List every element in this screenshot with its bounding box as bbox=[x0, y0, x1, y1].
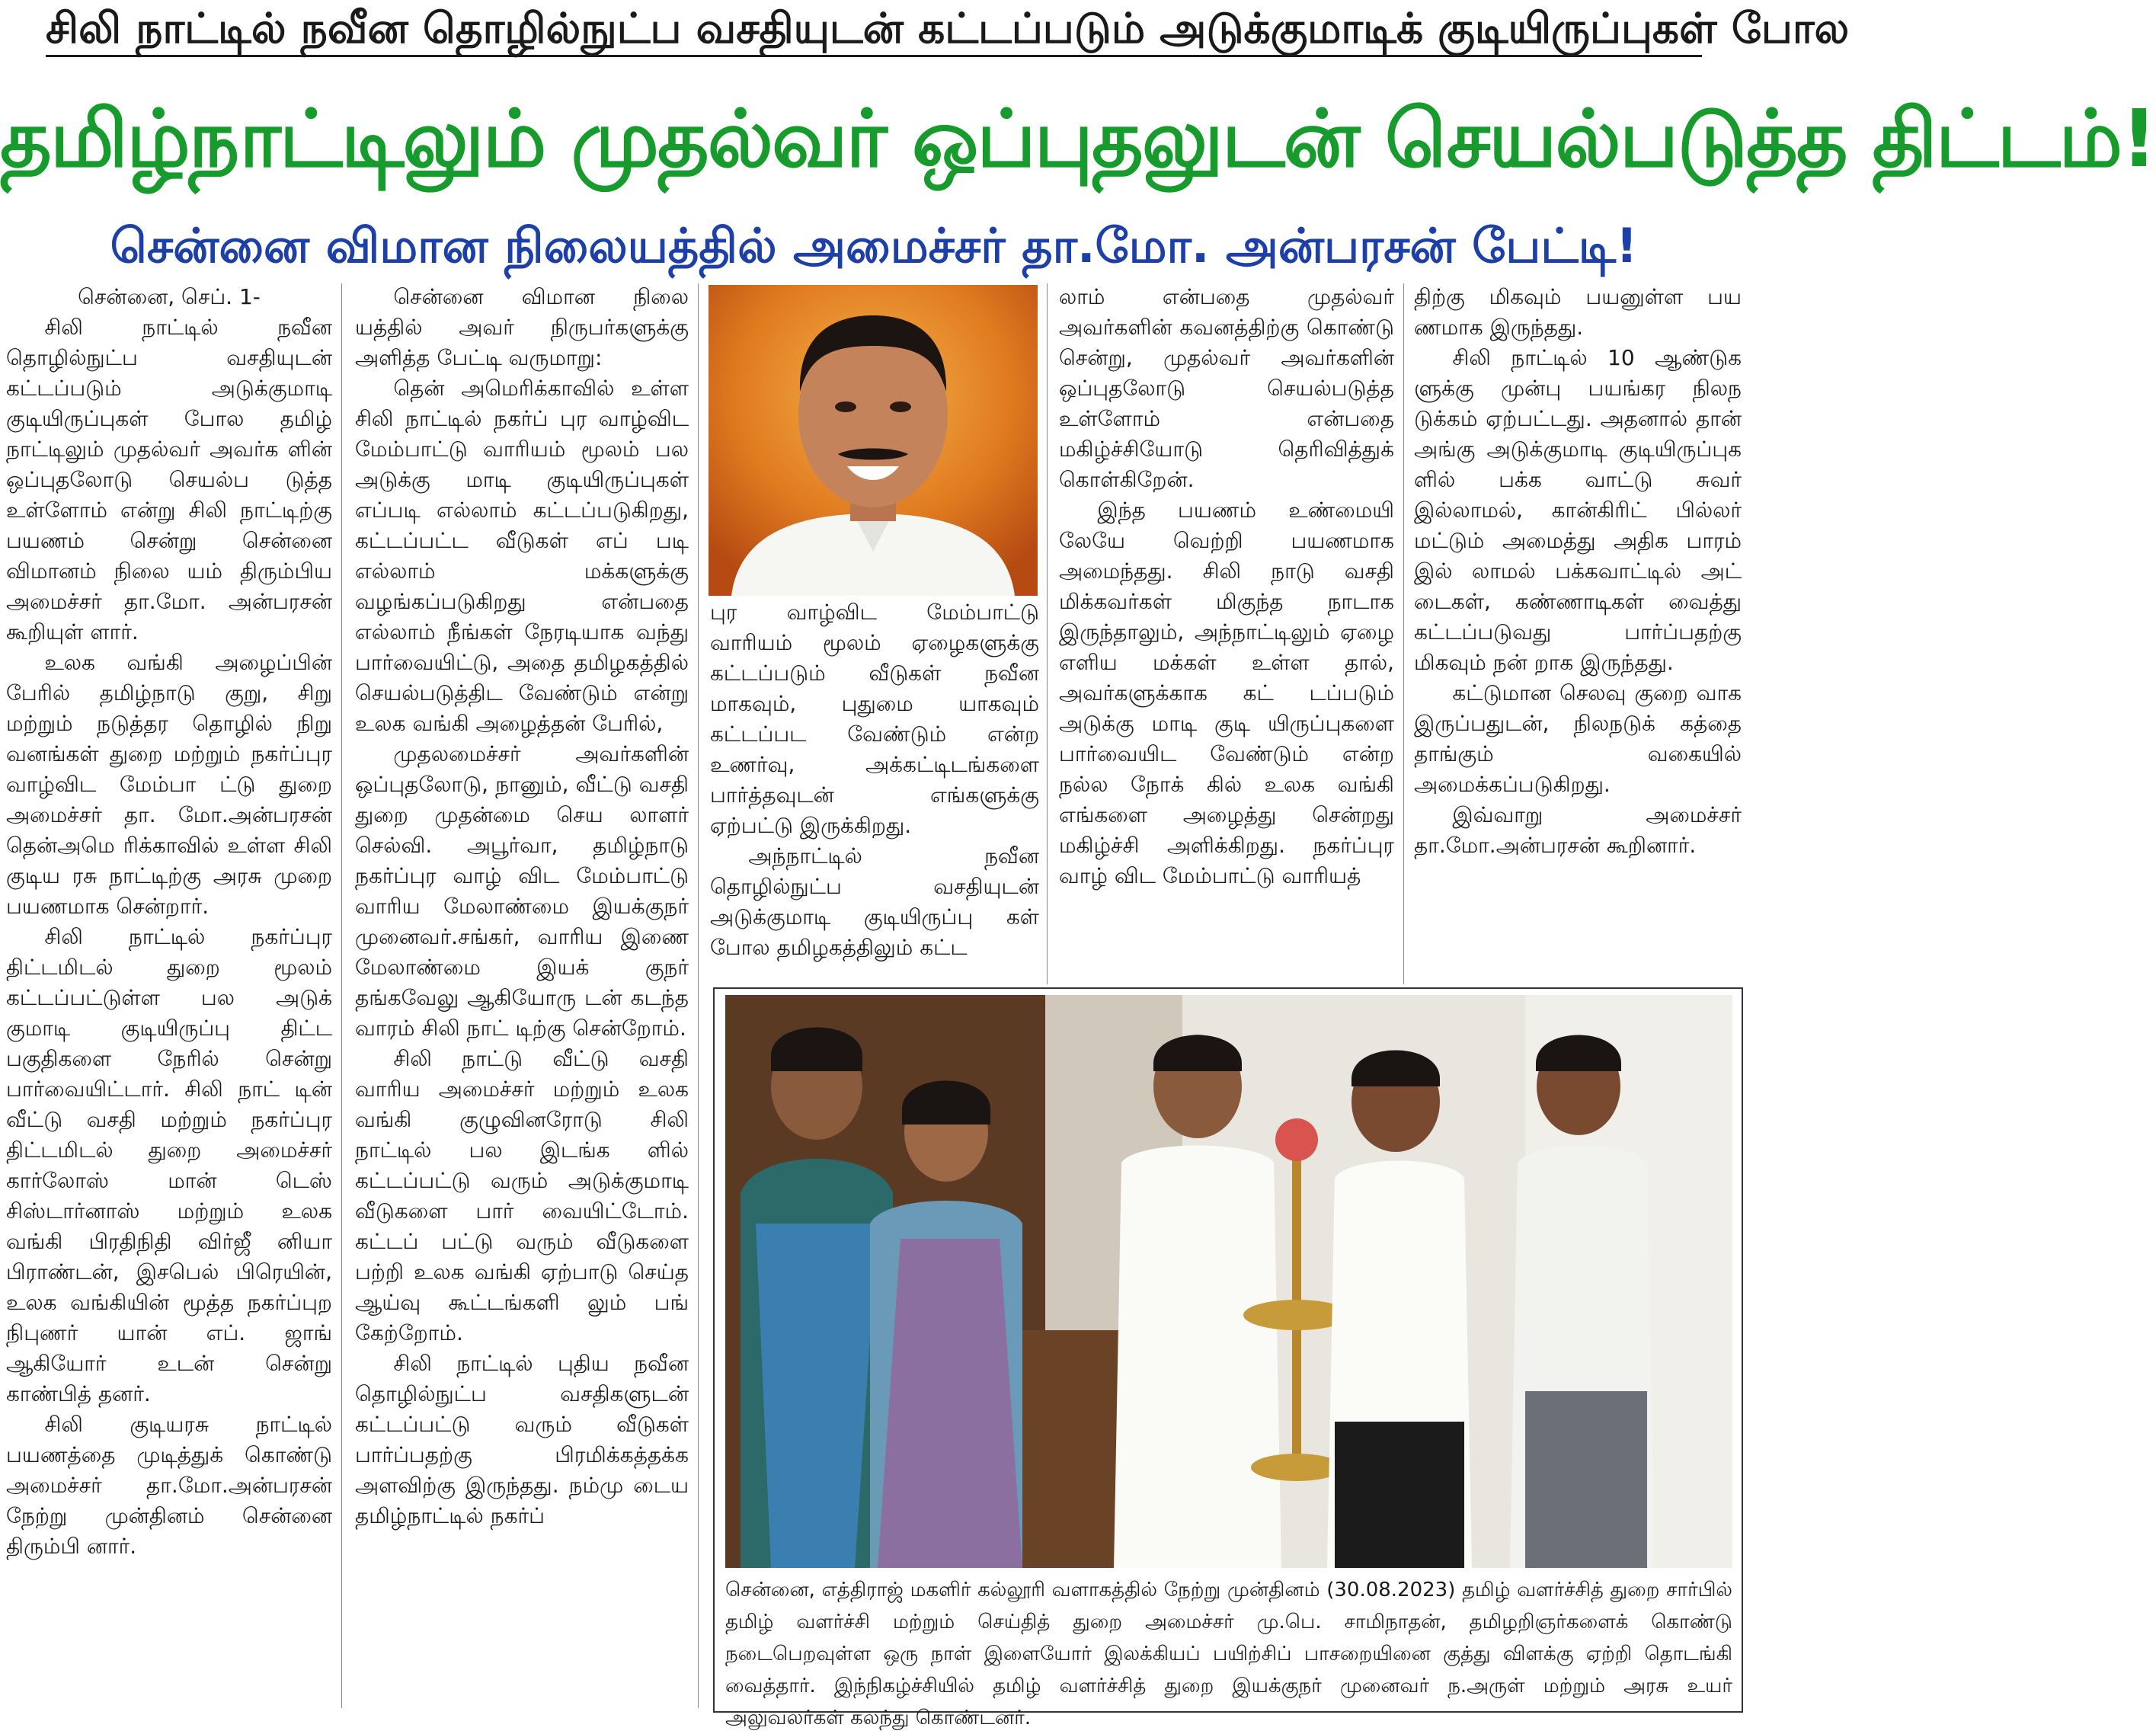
column-divider bbox=[698, 283, 699, 1708]
main-headline: தமிழ்நாட்டிலும் முதல்வர் ஒப்புதலுடன் செயல்படுத்த திட்டம்! bbox=[0, 92, 2156, 185]
article-column-5 bbox=[1414, 282, 1742, 983]
paragraph: சிலி நாட்டில் புதிய நவீன தொழில்நுட்ப வசதிகளுடன் கட்டப்பட்டு வரும் வீடுகள் பார்ப்பதற்கு பிரமிக்கத்தக்க அளவிற்கு இருந்தது. நம்மு டைய தமிழ்நாட்டில் நகர்ப் bbox=[355, 1351, 689, 1528]
paragraph: முதலமைச்சர் அவர்களின் ஒப்புதலோடு, நானும், வீட்டு வசதி துறை முதன்மை செய லாளர் செல்வி. அபூர்வா, தமிழ்நாடு நகர்ப்புர வாழ் விட மேம்பாட்டு வாரிய மேலாண்மை இயக்குநர் முனைவர்.சங்கர், வாரிய இணை மேலாண்மை இயக் குநர் தங்கவேலு ஆகியோரு டன் கடந்த வாரம் சிலி நாட் டிற்கு சென்றோம். bbox=[355, 741, 689, 1041]
paragraph: அந்நாட்டில் நவீன தொழில்நுட்ப வசதியுடன் அடுக்குமாடி குடியிருப்பு கள் போல தமிழகத்திலும் கட்ட bbox=[710, 843, 1039, 960]
article-column-1 bbox=[6, 282, 332, 1714]
paragraph: திற்கு மிகவும் பயனுள்ள பய ணமாக இருந்தது. bbox=[1414, 284, 1742, 340]
paragraph: கட்டுமான செலவு குறை வாக இருப்பதுடன், நிலநடுக் கத்தை தாங்கும் வகையில் அமைக்கப்படுகிறது. bbox=[1414, 680, 1742, 797]
minister-portrait bbox=[709, 285, 1038, 596]
article-column-4 bbox=[1059, 282, 1394, 983]
paragraph: இந்த பயணம் உண்மையி லேயே வெற்றி பயணமாக அமைந்தது. சிலி நாடு வசதி மிக்கவர்கள் மிகுந்த நாடாக இருந்தாலும், அந்நாட்டிலும் ஏழை எளிய மக்கள் உள்ள தால், அவர்களுக்காக கட் டப்படும் அடுக்கு மாடி குடி யிருப்புகளை பார்வையிட வேண்டும் என்ற நல்ல நோக் கில் உலக வங்கி எங்களை அழைத்து சென்றது மகிழ்ச்சி அளிக்கிறது. நகர்ப்புர வாழ் விட மேம்பாட்டு வாரியத் bbox=[1059, 497, 1394, 888]
column-divider bbox=[1403, 283, 1404, 984]
paragraph: சிலி நாட்டில் 10 ஆண்டுக ளுக்கு முன்பு பயங்கர நிலந டுக்கம் ஏற்பட்டது. அதனால் தான் அங்கு அடுக்குமாடி குடியிருப்புக ளில் பக்க வாட்டு சுவர் இல்லாமல், கான்கிரிட் பில்லர் மட்டும் அமைத்து அதிக பாரம் இல் லாமல் பக்கவாட்டில் அட் டைகள், கண்ணாடிகள் வைத்து கட்டப்படுவது பார்ப்பதற்கு மிகவும் நன் றாக இருந்தது. bbox=[1414, 345, 1742, 675]
paragraph: சிலி குடியரசு நாட்டில் பயணத்தை முடித்துக் கொண்டு அமைச்சர் தா.மோ.அன்பரசன் நேற்று முன்தினம் சென்னை திரும்பி னார். bbox=[6, 1412, 332, 1559]
article-column-3 bbox=[710, 597, 1039, 963]
column-divider bbox=[1047, 283, 1048, 984]
paragraph: சிலி நாட்டு வீட்டு வசதி வாரிய அமைச்சர் மற்றும் உலக வங்கி குழுவினரோடு சிலி நாட்டில் பல இடங்க ளில் கட்டப்பட்டு வரும் அடுக்குமாடி வீடுகளை பார் வையிட்டோம். கட்டப் பட்டு வரும் வீடுகளை பற்றி உலக வங்கி ஏற்பாடு செய்த ஆய்வு கூட்டங்களி லும் பங் கேற்றோம். bbox=[355, 1046, 689, 1345]
paragraph: உலக வங்கி அழைப்பின் பேரில் தமிழ்நாடு குறு, சிறு மற்றும் நடுத்தர தொழில் நிறு வனங்கள் துறை மற்றும் நகர்ப்புர வாழ்விட மேம்பா ட்டு துறை அமைச்சர் தா. மோ.அன்பரசன் தென்அமெ ரிக்காவில் உள்ள சிலி குடிய ரசு நாட்டிற்கு அரசு முறை பயணமாக சென்றார். bbox=[6, 650, 332, 919]
paragraph: இவ்வாறு அமைச்சர் தா.மோ.அன்பரசன் கூறினார். bbox=[1414, 802, 1742, 858]
kicker-headline: சிலி நாட்டில் நவீன தொழில்நுட்ப வசதியுடன் கட்டப்படும் அடுக்குமாடிக் குடியிருப்புகள் போல bbox=[46, 4, 1850, 53]
kicker-underline bbox=[46, 55, 1702, 57]
paragraph: சென்னை விமான நிலை யத்தில் அவர் நிருபர்களுக்கு அளித்த பேட்டி வருமாறு: bbox=[355, 284, 689, 370]
paragraph: சிலி நாட்டில் நவீன தொழில்நுட்ப வசதியுடன் கட்டப்படும் அடுக்குமாடி குடியிருப்புகள் போல தமிழ் நாட்டிலும் முதல்வர் அவர்க ளின் ஒப்புதலோடு செயல்ப டுத்த உள்ளோம் என்று சிலி நாட்டிற்கு பயணம் சென்று சென்னை விமானம் நிலை யம் திரும்பிய அமைச்சர் தா.மோ. அன்பரசன் கூறியுள் ளார். bbox=[6, 315, 332, 645]
dateline: சென்னை, செப். 1- bbox=[78, 284, 261, 309]
paragraph: புர வாழ்விட மேம்பாட்டு வாரியம் மூலம் ஏழைகளுக்கு கட்டப்படும் வீடுகள் நவீன மாகவும், புதுமை யாகவும் கட்டப்பட வேண்டும் என்ற உணர்வு, அக்கட்டிடங்களை பார்த்தவுடன் எங்களுக்கு ஏற்பட்டு இருக்கிறது. bbox=[710, 600, 1039, 838]
article-column-2 bbox=[355, 282, 689, 1714]
paragraph: தென் அமெரிக்காவில் உள்ள சிலி நாட்டில் நகர்ப் புர வாழ்விட மேம்பாட்டு வாரியம் மூலம் பல அடுக்கு மாடி குடியிருப்புகள் எப்படி எல்லாம் கட்டப்படுகிறது, கட்டப்பட்ட வீடுகள் எப் படி எல்லாம் மக்களுக்கு வழங்கப்படுகிறது என்பதை எல்லாம் நீங்கள் நேரடியாக வந்து பார்வையிட்டு, அதை தமிழகத்தில் செயல்படுத்திட வேண்டும் என்று உலக வங்கி அழைத்தன் பேரில், bbox=[355, 376, 689, 736]
event-photo bbox=[725, 995, 1732, 1568]
subheadline: சென்னை விமான நிலையத்தில் அமைச்சர் தா.மோ. அன்பரசன் பேட்டி! bbox=[110, 218, 1638, 274]
paragraph: லாம் என்பதை முதல்வர் அவர்களின் கவனத்திற்கு கொண்டு சென்று, முதல்வர் அவர்களின் ஒப்புதலோடு செயல்படுத்த உள்ளோம் என்பதை மகிழ்ச்சியோடு தெரிவித்துக் கொள்கிறேன். bbox=[1059, 284, 1394, 492]
paragraph: சிலி நாட்டில் நகர்ப்புர திட்டமிடல் துறை மூலம் கட்டப்பட்டுள்ள பல அடுக் குமாடி குடியிருப்பு திட்ட பகுதிகளை நேரில் சென்று பார்வையிட்டார். சிலி நாட் டின் வீட்டு வசதி மற்றும் நகர்ப்புர திட்டமிடல் துறை அமைச்சர் கார்லோஸ் மான் டெஸ் சிஸ்டார்னாஸ் மற்றும் உலக வங்கி பிரதிநிதி விர்ஜீ னியா பிராண்டன், இசபெல் பிரெயின், உலக வங்கியின் மூத்த நகர்ப்புற நிபுணர் யான் எப். ஜாங் ஆகியோர் உடன் சென்று காண்பித் தனர். bbox=[6, 924, 332, 1406]
photo-caption: சென்னை, எத்திராஜ் மகளிர் கல்லூரி வளாகத்தில் நேற்று முன்தினம் (30.08.2023) தமிழ் வளர்ச்சித் துறை சார்பில் தமிழ் வளர்ச்சி மற்றும் செய்தித் துறை அமைச்சர் மு.பெ. சாமிநாதன், தமிழறிஞர்களைக் கொண்டு நடைபெறவுள்ள ஒரு நாள் இளையோர் இலக்கியப் பயிற்சிப் பாசறையினை குத்து விளக்கு ஏற்றி தொடங்கி வைத்தார். இந்நிகழ்ச்சியில் தமிழ் வளர்ச்சித் துறை இயக்குநர் முனைவர் ந.அருள் மற்றும் அரசு உயர் அலுவலர்கள் கலந்து கொண்டனர். bbox=[725, 1579, 1732, 1729]
column-divider bbox=[341, 283, 342, 1708]
